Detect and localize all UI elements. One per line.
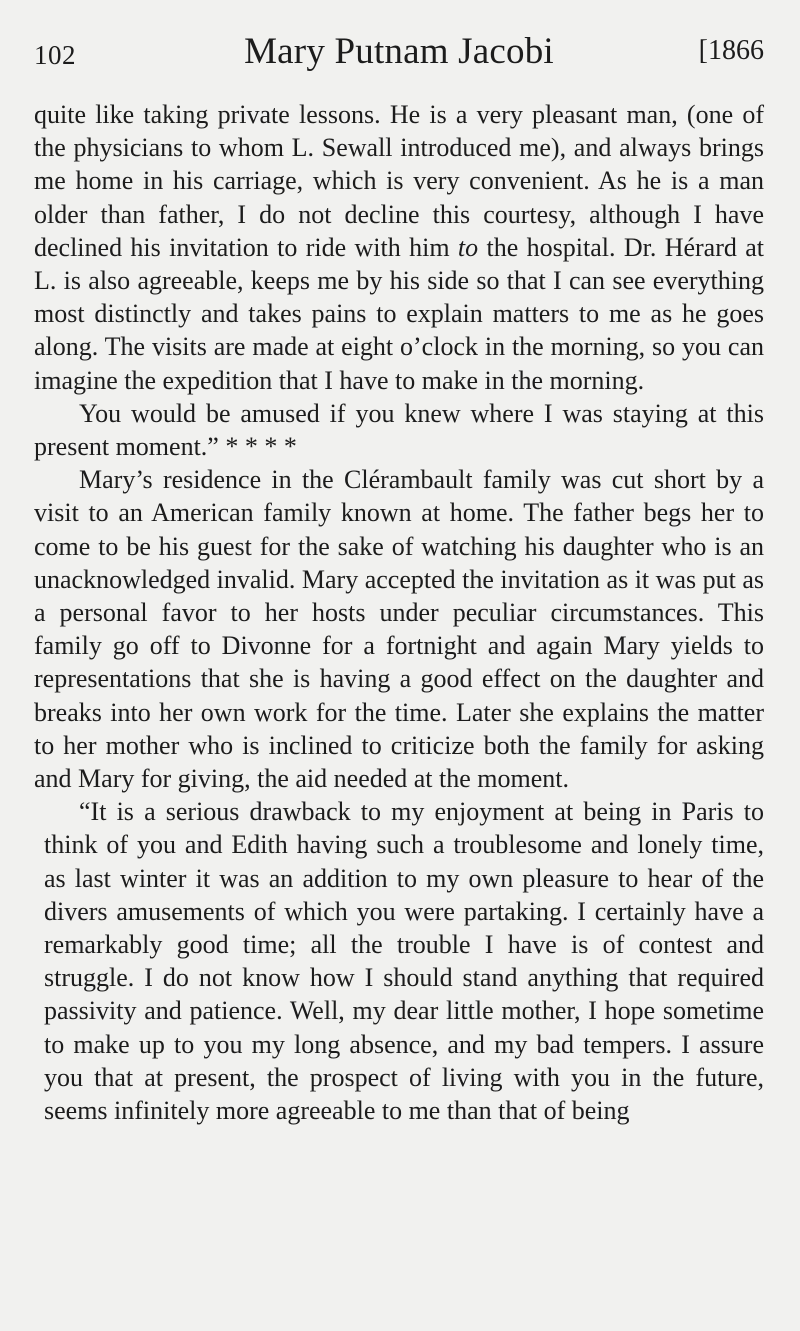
body-text bbox=[34, 98, 764, 1127]
paragraph-1-text-b: the hospital. Dr. Hérard at L. is also agreeable, keeps me by his side so that I can see everything most distinctly and takes pains to explain matters to me as he goes along. The visits are made at eight o’clock in the morning, so you can imagine the expedition that I have to make in the morning. bbox=[34, 232, 764, 395]
paragraph-1-text-a: quite like taking private lessons. He is a very pleasant man, (one of the physicians to whom L. Sewall introduced me), and always brings me home in his carriage, which is very convenient. As he is a man older than father, I do not decline this courtesy, although I have declined his invitation to ride with him bbox=[34, 100, 764, 262]
running-year: [1866 bbox=[698, 35, 764, 66]
paragraph-1 bbox=[34, 98, 764, 397]
running-head bbox=[34, 30, 764, 80]
paragraph-2: You would be amused if you knew where I was staying at this present moment.” * * * * bbox=[34, 398, 764, 462]
emphasis-to: to bbox=[457, 232, 479, 262]
page-number: 102 bbox=[34, 40, 76, 70]
paragraph-3: Mary’s residence in the Clérambault family was cut short by a visit to an American family known at home. The father begs her to come to be his guest for the sake of watching his daughter who is an unacknowledged invalid. Mary accepted the invitation as it was put as a personal favor to her hosts under peculiar circumstances. This family go off to Divonne for a fortnight and again Mary yields to representations that she is having a good effect on the daughter and breaks into her own work for the time. Later she explains the matter to her mother who is inclined to criticize both the family for asking and Mary for giving, the aid needed at the moment. bbox=[34, 465, 764, 794]
running-title: Mary Putnam Jacobi bbox=[244, 31, 554, 72]
paragraph-4: “It is a serious drawback to my enjoyment at being in Paris to think of you and Edith having such a troublesome and lonely time, as last winter it was an addition to my own pleasure to hear of the divers amusements of which you were partaking. I certainly have a remarkably good time; all the trouble I have is of contest and struggle. I do not know how I should stand anything that required passivity and patience. Well, my dear little mother, I hope sometime to make up to you my long absence, and my bad tempers. I assure you that at present, the prospect of living with you in the future, seems infinitely more agreeable to me than that of being bbox=[44, 797, 764, 1126]
